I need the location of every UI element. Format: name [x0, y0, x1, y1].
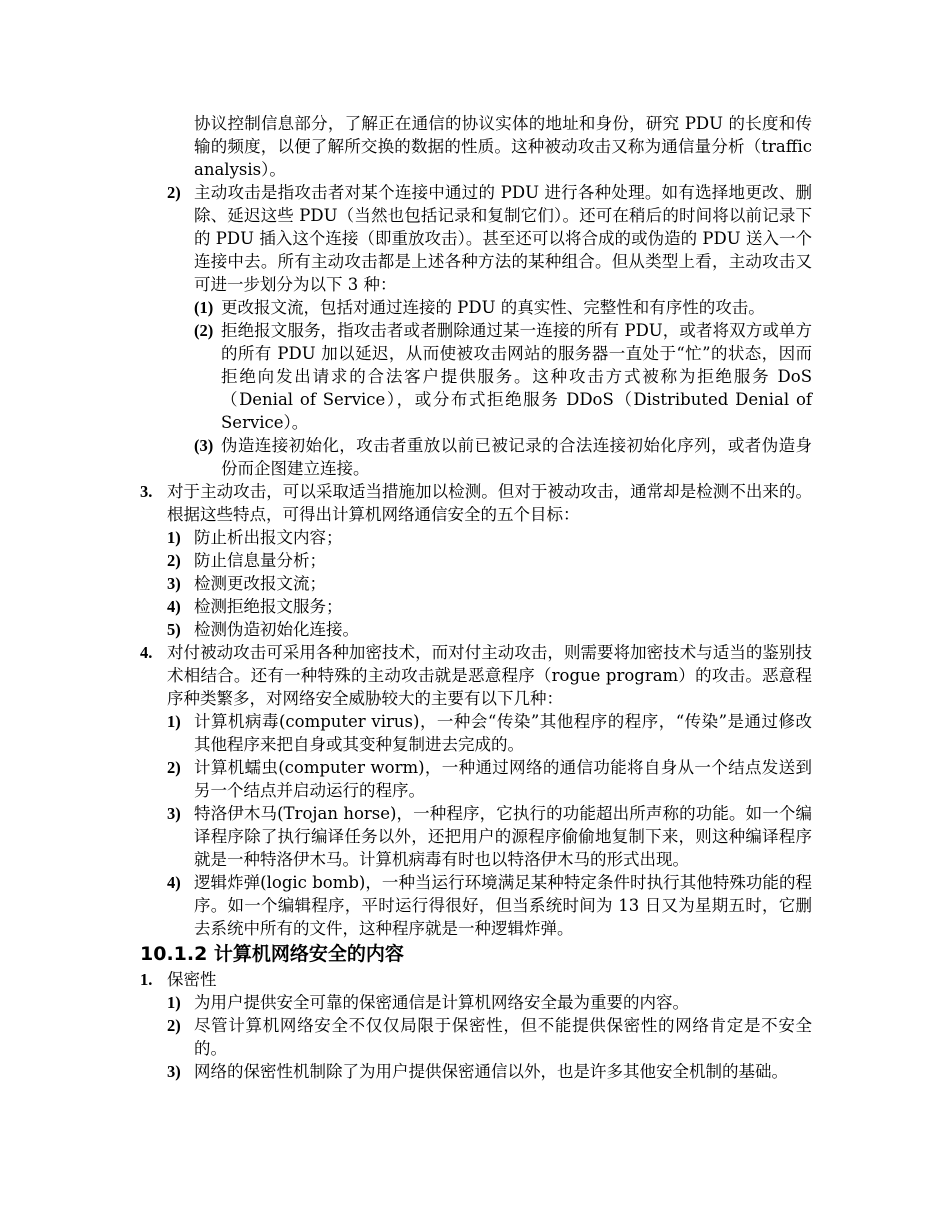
list-item-text: 检测拒绝报文服务； — [194, 597, 343, 616]
list-item-text: 特洛伊木马(Trojan horse)，一种程序，它执行的功能超出所声称的功能。如一个编译程序除了执行编译任务以外，还把用户的源程序偷偷地复制下来，则这种编译程序就是一种特洛伊木马。计算机病毒有时也以特洛伊木马的形式出现。 — [194, 804, 812, 869]
list-item-text: 更改报文流，包括对通过连接的 PDU 的真实性、完整性和有序性的攻击。 — [221, 298, 765, 317]
section-heading: 10.1.2 计算机网络安全的内容 — [140, 943, 404, 965]
list-item-goal — [140, 549, 812, 572]
list-item-logic-bomb — [140, 871, 812, 940]
list-number: 3. — [140, 482, 153, 501]
list-item-trojan-horse — [140, 802, 812, 871]
list-number: 1. — [140, 970, 153, 989]
list-item-text: 尽管计算机网络安全不仅仅局限于保密性，但不能提供保密性的网络肯定是不安全的。 — [194, 1016, 812, 1058]
list-item-text: 拒绝报文服务，指攻击者或者删除通过某一连接的所有 PDU，或者将双方或单方的所有 PDU 加以延迟，从而使被攻击网站的服务器一直处于“忙”的状态，因而拒绝向发出请求的合法客户提供服务。这种攻击方式被称为拒绝服务 DoS（Denial of Service），或分布式拒绝服务 DDoS（Distributed Denial of Service）。 — [221, 321, 812, 432]
list-item-confidentiality-point — [140, 1014, 812, 1060]
list-number: (2) — [194, 321, 214, 340]
list-number: 2) — [167, 1016, 181, 1035]
list-item-text: 防止信息量分析； — [194, 551, 326, 570]
list-number: 1) — [167, 712, 181, 731]
list-number: 4. — [140, 643, 153, 662]
list-item-active-attack — [140, 181, 812, 296]
list-number: 4) — [167, 873, 181, 892]
document-page — [140, 112, 812, 1083]
list-item-malicious-programs — [140, 641, 812, 710]
list-item-denial-of-service — [140, 319, 812, 434]
list-item-text: 保密性 — [167, 970, 217, 989]
list-item-forged-connection — [140, 434, 812, 480]
list-item-text: 主动攻击是指攻击者对某个连接中通过的 PDU 进行各种处理。如有选择地更改、删除、延迟这些 PDU（当然也包括记录和复制它们）。还可在稍后的时间将以前记录下的 PDU 插入这个连接（即重放攻击）。甚至还可以将合成的或伪造的 PDU 送入一个连接中去。所有主动攻击都是上述各种方法的某种组合。但从类型上看，主动攻击又可进一步划分为以下 3 种： — [194, 183, 812, 294]
list-item-modify-stream — [140, 296, 812, 319]
list-item-text: 防止析出报文内容； — [194, 528, 343, 547]
list-item-text: 为用户提供安全可靠的保密通信是计算机网络安全最为重要的内容。 — [194, 993, 689, 1012]
list-item-text: 对付被动攻击可采用各种加密技术，而对付主动攻击，则需要将加密技术与适当的鉴别技术相结合。还有一种特殊的主动攻击就是恶意程序（rogue program）的攻击。恶意程序种类繁多，对网络安全威胁较大的主要有以下几种： — [167, 643, 812, 708]
list-item-security-goals — [140, 480, 812, 526]
list-number: 1) — [167, 993, 181, 1012]
list-number: (1) — [194, 298, 214, 317]
list-item-confidentiality-point — [140, 1060, 812, 1083]
list-item-goal — [140, 526, 812, 549]
list-number: 2) — [167, 551, 181, 570]
list-item-text: 检测更改报文流； — [194, 574, 326, 593]
list-number: 4) — [167, 597, 181, 616]
list-item-text: 伪造连接初始化，攻击者重放以前已被记录的合法连接初始化序列，或者伪造身份而企图建立连接。 — [221, 436, 812, 478]
list-item-text: 检测伪造初始化连接。 — [194, 620, 359, 639]
list-number: 3) — [167, 574, 181, 593]
list-number: 1) — [167, 528, 181, 547]
list-number: 3) — [167, 1062, 181, 1081]
list-number: 2) — [167, 758, 181, 777]
list-item-text: 计算机蠕虫(computer worm)，一种通过网络的通信功能将自身从一个结点发送到另一个结点并启动运行的程序。 — [194, 758, 812, 800]
list-number: 5) — [167, 620, 181, 639]
list-item-computer-virus — [140, 710, 812, 756]
list-number: (3) — [194, 436, 214, 455]
list-number: 3) — [167, 804, 181, 823]
list-item-text: 网络的保密性机制除了为用户提供保密通信以外，也是许多其他安全机制的基础。 — [194, 1062, 788, 1081]
list-item-confidentiality-point — [140, 991, 812, 1014]
list-item-goal — [140, 618, 812, 641]
list-item-goal — [140, 572, 812, 595]
list-item-text: 计算机病毒(computer virus)，一种会“传染”其他程序的程序，“传染”是通过修改其他程序来把自身或其变种复制进去完成的。 — [194, 712, 812, 754]
list-item-confidentiality — [140, 968, 812, 991]
list-item-computer-worm — [140, 756, 812, 802]
list-item-goal — [140, 595, 812, 618]
list-item-text: 对于主动攻击，可以采取适当措施加以检测。但对于被动攻击，通常却是检测不出来的。根据这些特点，可得出计算机网络通信安全的五个目标： — [167, 482, 812, 524]
list-item-text: 逻辑炸弹(logic bomb)，一种当运行环境满足某种特定条件时执行其他特殊功能的程序。如一个编辑程序，平时运行得很好，但当系统时间为 13 日又为星期五时，它删去系统中所有的文件，这种程序就是一种逻辑炸弹。 — [194, 873, 812, 938]
paragraph-continuation: 协议控制信息部分，了解正在通信的协议实体的地址和身份，研究 PDU 的长度和传输的频度，以便了解所交换的数据的性质。这种被动攻击又称为通信量分析（traffic analysis）。 — [194, 114, 812, 179]
list-number: 2) — [167, 183, 181, 202]
